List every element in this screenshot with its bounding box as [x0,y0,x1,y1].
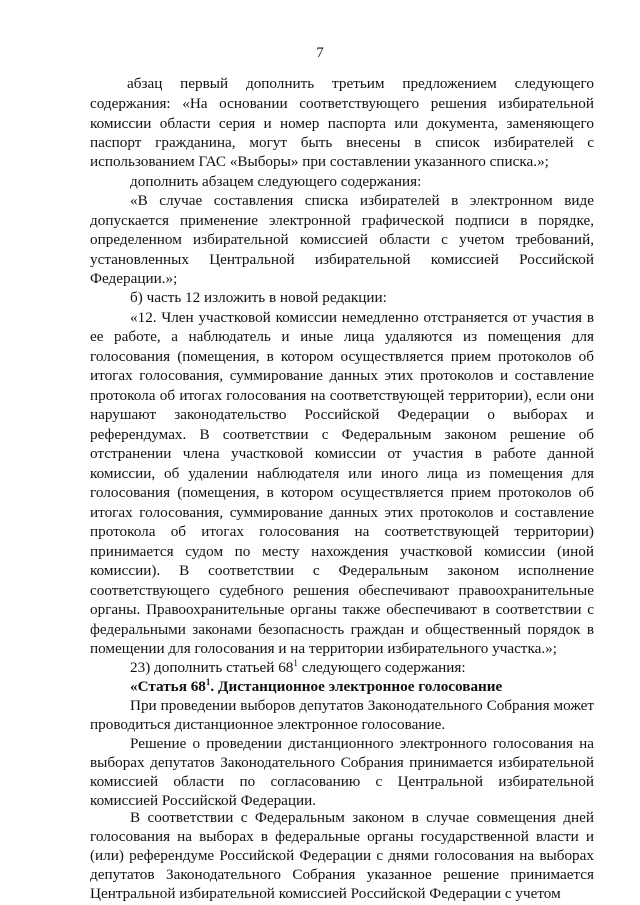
text-line: использованием ГАС «Выборы» при составлении указанного списка.»; [90,153,549,170]
text-line: паспорт гражданина, могут быть внесены в список избирателей с [90,134,594,151]
text-line: депутатов Законодательного Собрания указанное решение принимается [90,866,594,883]
text-line: голосования (помещения, в котором осуществляется прием протоколов об [90,484,594,501]
text-line: итогах голосования, суммирование данных этих протоколов и составление [90,504,594,521]
text-line: федеральными законами безопасность граждан и общественный порядок в [90,621,594,638]
text-line: референдумах. В соответствии с Федеральным законом решение об [90,426,594,443]
text-line: абзац первый дополнить третьим предложением следующего [127,75,594,92]
text-line: содержания: «На основании соответствующего решения избирательной [90,95,594,112]
amendment-23-text-end: следующего содержания: [301,659,466,676]
text-line: проводиться дистанционное электронное голосование. [90,716,446,733]
text-line: голосования (помещения, в котором осуществляется прием протоколов об [90,348,594,365]
amendment-23-text: 23) дополнить статьей 68 [130,659,294,676]
text-line: определенном избирательной комиссией области с учетом требований, [90,231,594,248]
text-line: комиссии). В соответствии с Федеральным законом исполнение [90,562,594,579]
text-line: выборах депутатов Законодательного Собрания принимается избирательной [90,754,594,771]
text-line: протокола об итогах голосования на соответствующей территории), если они [90,387,594,404]
article-heading [130,677,594,696]
text-line: б) часть 12 изложить в новой редакции: [130,289,387,306]
text-line: В соответствии с Федеральным законом в случае совмещения дней [130,809,594,826]
text-line: комиссии, об удалении наблюдателя или иного лица из помещения для [90,465,594,482]
text-line: При проведении выборов депутатов Законодательного Собрания может [130,697,594,714]
text-line: допускается применение электронной графической подписи в порядке, [90,212,594,229]
text-line: голосования на выборах в федеральные органы государственной власти и [90,828,594,845]
text-line: принимается судом по месту нахождения участковой комиссии (иной [90,543,594,560]
article-heading-title: . Дистанционное электронное голосование [210,678,503,695]
text-line: «В случае составления списка избирателей в электронном виде [130,192,594,209]
text-line: (или) референдуме Российской Федерации с днями голосования на выборах [90,847,594,864]
page-number: 7 [316,45,324,61]
text-line: нарушают законодательство Российской Федерации о выборах и [90,406,594,423]
text-line: органы. Правоохранительные органы также обеспечивают в соответствии с [90,601,594,618]
article-heading-label: «Статья 68 [130,678,206,695]
text-line: Федерации.»; [90,270,178,287]
amendment-23 [130,658,594,677]
text-line: комиссией Российской Федерации. [90,792,317,809]
text-line: соответствующего судебного решения обеспечивают правоохранительные [90,582,594,599]
text-line: установленных Центральной избирательной комиссией Российской [90,251,594,268]
text-line: комиссией области по согласованию с Центральной избирательной [90,773,594,790]
text-line: Решение о проведении дистанционного электронного голосования на [130,735,594,752]
text-line: ее работе, а наблюдатель и иные лица удаляются из помещения для [90,328,594,345]
text-line: помещении для голосования и на территории избирательного участка.»; [90,640,557,657]
text-line: отстранении члена участковой комиссии от участия в работе данной [90,445,594,462]
superscript: 1 [293,658,298,668]
text-line: протокола об итогах голосования на соответствующей территории) [90,523,594,540]
text-line: комиссии области серия и номер паспорта или документа, заменяющего [90,115,594,132]
article-superscript: 1 [205,677,211,687]
text-line: «12. Член участковой комиссии немедленно отстраняется от участия в [130,309,594,326]
text-line: итогах голосования, суммирование данных этих протоколов и составление [90,367,594,384]
text-line: дополнить абзацем следующего содержания: [130,173,422,190]
text-line: Центральной избирательной комиссией Российской Федерации с учетом [90,885,561,902]
